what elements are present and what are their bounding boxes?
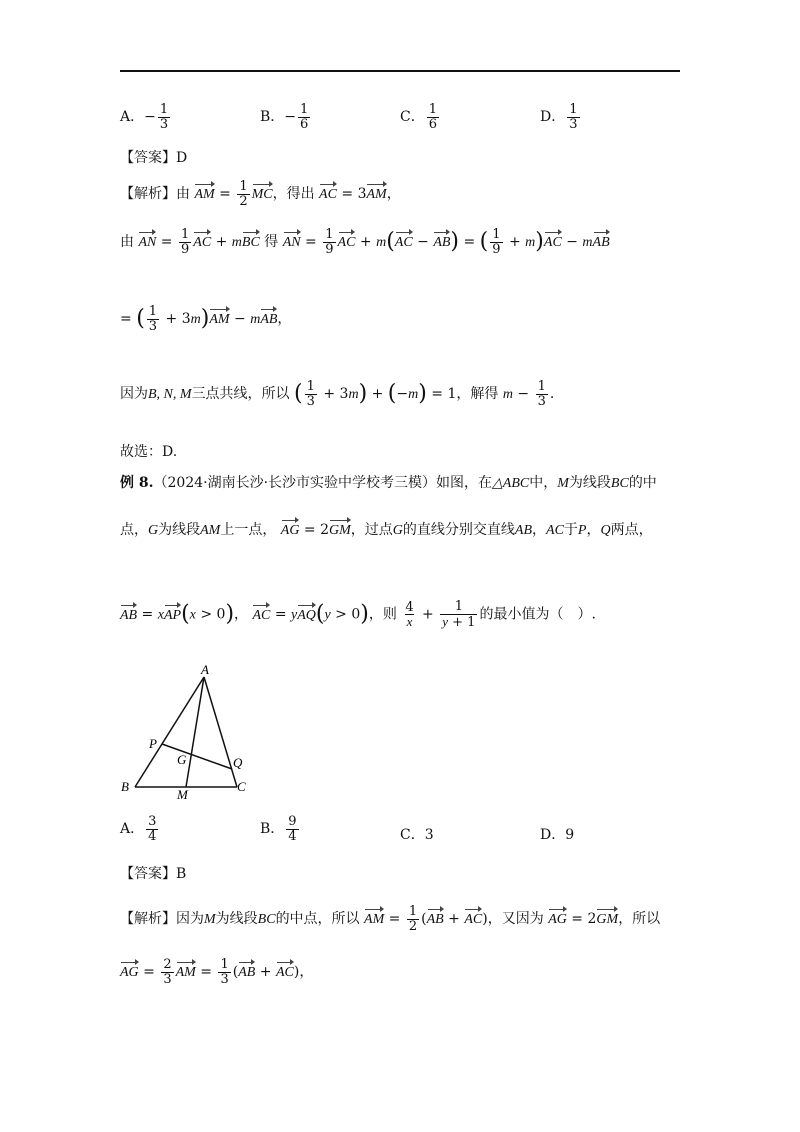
option2-a[interactable]: A． $\frac{3}{4}$: [120, 814, 157, 844]
option-c[interactable]: C． $\frac{1}{6}$: [400, 102, 437, 132]
analysis-1-line-1: 【解析】由 AM = $\frac{1}{2}$ MC，得出 AC = 3AM，: [120, 179, 401, 209]
label-G: G: [177, 752, 187, 767]
triangle-figure: [115, 660, 275, 800]
answer-1: 【答案】D: [120, 150, 188, 166]
analysis-1-line-3: = ( $\frac{1}{3}$ + 3m)AM − mAB，: [120, 304, 292, 334]
example-8-line-2: 点，G为线段AM上一点， AG = 2GM，过点G的直线分别交直线AB，AC于P，Q两点，: [120, 522, 653, 538]
option-a[interactable]: A．− $\frac{1}{3}$: [120, 102, 169, 132]
top-rule: [120, 70, 680, 72]
analysis-1-line-2: 由 AN = $\frac{1}{9}$ AC + mBC 得 AN = $\frac{1}{9}$ AC + m(AC − AB) = ( $\frac{1}{9}$ + m)AC − mAB: [120, 227, 610, 257]
option-d[interactable]: D． $\frac{1}{3}$: [540, 102, 578, 132]
option2-d[interactable]: D．9: [540, 827, 575, 843]
option-c-fraction: $\frac{1}{6}$: [428, 102, 437, 132]
option2-c[interactable]: C．3: [400, 827, 434, 843]
label-C: C: [237, 779, 246, 794]
option-a-fraction: $\frac{1}{3}$: [159, 102, 169, 132]
answer-2: 【答案】B: [120, 866, 187, 882]
label-M: M: [177, 787, 188, 800]
example-8-line-3: AB = xAP(x > 0)， AC = yAQ(y > 0)，则 $\frac{4}{x}$ + $\frac{1}{y + 1}$ 的最小值为（ ）.: [120, 599, 596, 630]
label-B: B: [121, 779, 129, 794]
option2-b[interactable]: B． $\frac{9}{4}$: [260, 814, 297, 844]
label-P: P: [149, 736, 157, 751]
option-d-fraction: $\frac{1}{3}$: [569, 102, 578, 132]
analysis-2-line-1: 【解析】因为M为线段BC的中点，所以 AM = $\frac{1}{2}$ (AB + AC)，又因为 AG = 2GM，所以: [120, 904, 661, 934]
example-8-line-1: 例 8.（2024·湖南长沙·长沙市实验中学校考三模）如图，在△ABC中，M为线段BC的中: [120, 475, 657, 491]
analysis-1-line-4: 因为B, N, M三点共线，所以 ( $\frac{1}{3}$ + 3m) + (−m) = 1，解得 m − $\frac{1}{3}$ .: [120, 379, 555, 409]
label-Q: Q: [233, 755, 243, 770]
option-b-fraction: $\frac{1}{6}$: [300, 102, 309, 132]
analysis-2-line-2: AG = $\frac{2}{3}$ AM = $\frac{1}{3}$ (AB + AC)，: [120, 957, 314, 987]
conclusion-1: 故选：D.: [120, 444, 178, 460]
label-A: A: [201, 662, 209, 677]
option-b[interactable]: B．− $\frac{1}{6}$: [260, 102, 309, 132]
